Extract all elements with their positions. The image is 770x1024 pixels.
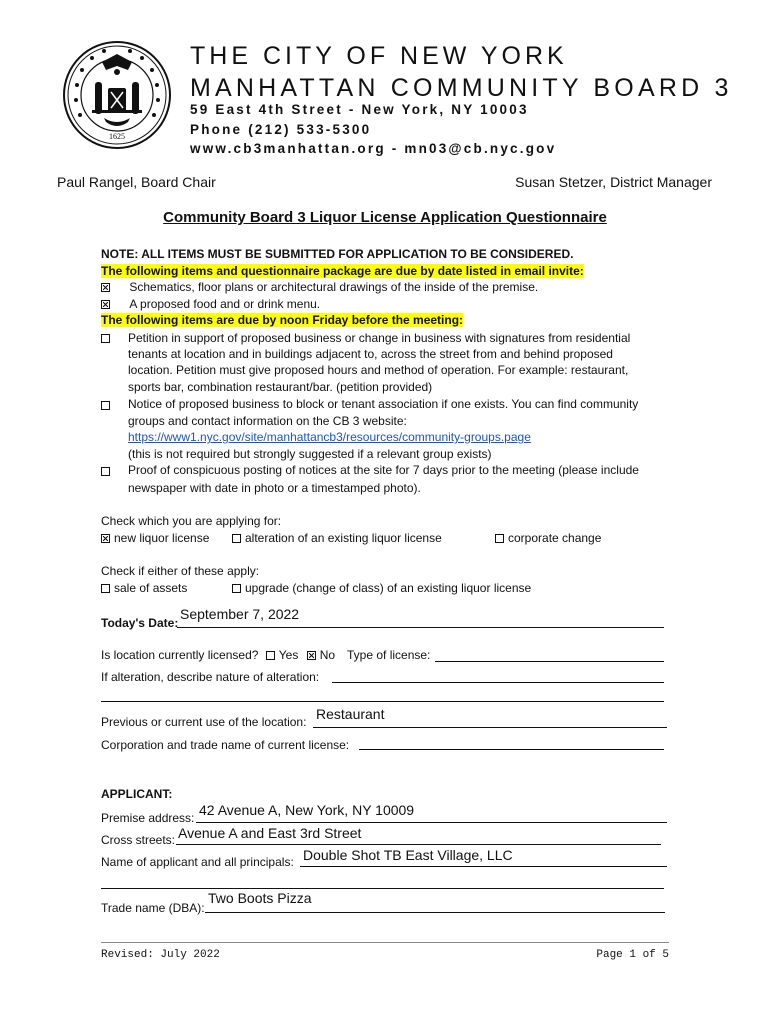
licensed-label: Is location currently licensed? xyxy=(101,648,259,662)
sale-of-assets-checkbox[interactable] xyxy=(101,584,110,593)
dba-input[interactable]: Two Boots Pizza xyxy=(208,890,312,906)
header-phone: Phone (212) 533-5300 xyxy=(190,122,372,137)
alteration-describe-input[interactable] xyxy=(332,682,664,683)
premise-line xyxy=(196,822,667,823)
licensed-yes-checkbox[interactable] xyxy=(266,651,275,660)
previous-use-line xyxy=(313,727,667,728)
either-label: Check if either of these apply: xyxy=(101,564,260,578)
petition-line1: Petition in support of proposed business or change in business with signatures from residential xyxy=(128,331,631,345)
applicant-name-input[interactable]: Double Shot TB East Village, LLC xyxy=(303,847,513,863)
premise-label: Premise address: xyxy=(101,811,195,825)
petition-line3: location. Petition must give proposed hours and method of operation. For example: restaurant, xyxy=(128,363,629,377)
seal-year: 1625 xyxy=(109,132,125,141)
schematics-checkbox[interactable] xyxy=(101,283,110,292)
dba-label: Trade name (DBA): xyxy=(101,901,205,915)
petition-line4: sports bar, combination restaurant/bar. (petition provided) xyxy=(128,380,433,394)
notice-line2: groups and contact information on the CB 3 website: xyxy=(128,414,407,428)
applicant-name-line2[interactable] xyxy=(101,888,664,889)
premise-input[interactable]: 42 Avenue A, New York, NY 10009 xyxy=(199,802,415,818)
menu-checkbox[interactable] xyxy=(101,300,110,309)
previous-use-input[interactable]: Restaurant xyxy=(316,706,385,722)
new-license-checkbox[interactable] xyxy=(101,534,110,543)
header-web-email: www.cb3manhattan.org - mn03@cb.nyc.gov xyxy=(190,141,557,156)
revised-date: Revised: July 2022 xyxy=(101,949,220,961)
posting-line1: Proof of conspicuous posting of notices at the site for 7 days prior to the meeting (please include xyxy=(128,463,639,477)
applicant-name-line xyxy=(300,866,667,867)
todays-date-line xyxy=(177,627,664,628)
header-title-line1: THE CITY OF NEW YORK xyxy=(190,42,568,70)
due-email-heading: The following items and questionnaire package are due by date listed in email invite: xyxy=(101,264,584,278)
posting-checkbox[interactable] xyxy=(101,467,110,476)
due-friday-heading: The following items are due by noon Friday before the meeting: xyxy=(101,313,464,327)
petition-checkbox[interactable] xyxy=(101,334,110,343)
header-address: 59 East 4th Street - New York, NY 10003 xyxy=(190,102,529,117)
licensed-no-checkbox[interactable] xyxy=(307,651,316,660)
license-type-input[interactable] xyxy=(435,661,664,662)
alteration-checkbox[interactable] xyxy=(232,534,241,543)
todays-date-input[interactable]: September 7, 2022 xyxy=(180,606,300,622)
license-type-label: Type of license: xyxy=(347,648,431,662)
alteration-describe-label: If alteration, describe nature of alteration: xyxy=(101,670,320,684)
form-title: Community Board 3 Liquor License Application Questionnaire xyxy=(163,209,607,226)
corporate-change-checkbox[interactable] xyxy=(495,534,504,543)
new-license-label: new liquor license xyxy=(114,531,210,545)
note: NOTE: ALL ITEMS MUST BE SUBMITTED FOR APPLICATION TO BE CONSIDERED. xyxy=(101,247,574,261)
cross-streets-input[interactable]: Avenue A and East 3rd Street xyxy=(178,825,362,841)
alteration-describe-line2[interactable] xyxy=(101,701,664,702)
email-item-menu: A proposed food and or drink menu. xyxy=(129,297,321,311)
corporate-change-label: corporate change xyxy=(508,531,602,545)
licensed-yes-label: Yes xyxy=(278,648,299,662)
district-manager: Susan Stetzer, District Manager xyxy=(515,174,712,190)
applying-for-label: Check which you are applying for: xyxy=(101,514,282,528)
cross-streets-line xyxy=(176,844,661,845)
cross-streets-label: Cross streets: xyxy=(101,833,176,847)
email-item-schematics: Schematics, floor plans or architectural drawings of the inside of the premise. xyxy=(129,280,539,294)
corp-label: Corporation and trade name of current license: xyxy=(101,738,350,752)
board-chair: Paul Rangel, Board Chair xyxy=(57,174,216,190)
city-seal-icon xyxy=(62,40,172,150)
dba-line xyxy=(205,912,665,913)
footer-rule xyxy=(101,942,669,943)
notice-checkbox[interactable] xyxy=(101,401,110,410)
alteration-label: alteration of an existing liquor license xyxy=(245,531,442,545)
applicant-name-label: Name of applicant and all principals: xyxy=(101,855,294,869)
notice-line4: (this is not required but strongly suggested if a relevant group exists) xyxy=(128,447,492,461)
community-groups-link[interactable]: https://www1.nyc.gov/site/manhattancb3/resources/community-groups.page xyxy=(128,430,531,444)
applicant-heading: APPLICANT: xyxy=(101,787,173,801)
sale-of-assets-label: sale of assets xyxy=(114,581,188,595)
licensed-no-label: No xyxy=(319,648,336,662)
upgrade-checkbox[interactable] xyxy=(232,584,241,593)
notice-line1: Notice of proposed business to block or tenant association if one exists. You can find community xyxy=(128,397,639,411)
petition-line2: tenants at location and in buildings adjacent to, across the street from and behind proposed xyxy=(128,347,613,361)
todays-date-label: Today's Date: xyxy=(101,616,179,630)
previous-use-label: Previous or current use of the location: xyxy=(101,715,307,729)
corp-input[interactable] xyxy=(359,749,664,750)
upgrade-label: upgrade (change of class) of an existing liquor license xyxy=(245,581,532,595)
header-title-line2: MANHATTAN COMMUNITY BOARD 3 xyxy=(190,74,733,102)
page-number: Page 1 of 5 xyxy=(596,949,669,961)
posting-line2: newspaper with date in photo or a timestamped photo). xyxy=(128,481,421,495)
